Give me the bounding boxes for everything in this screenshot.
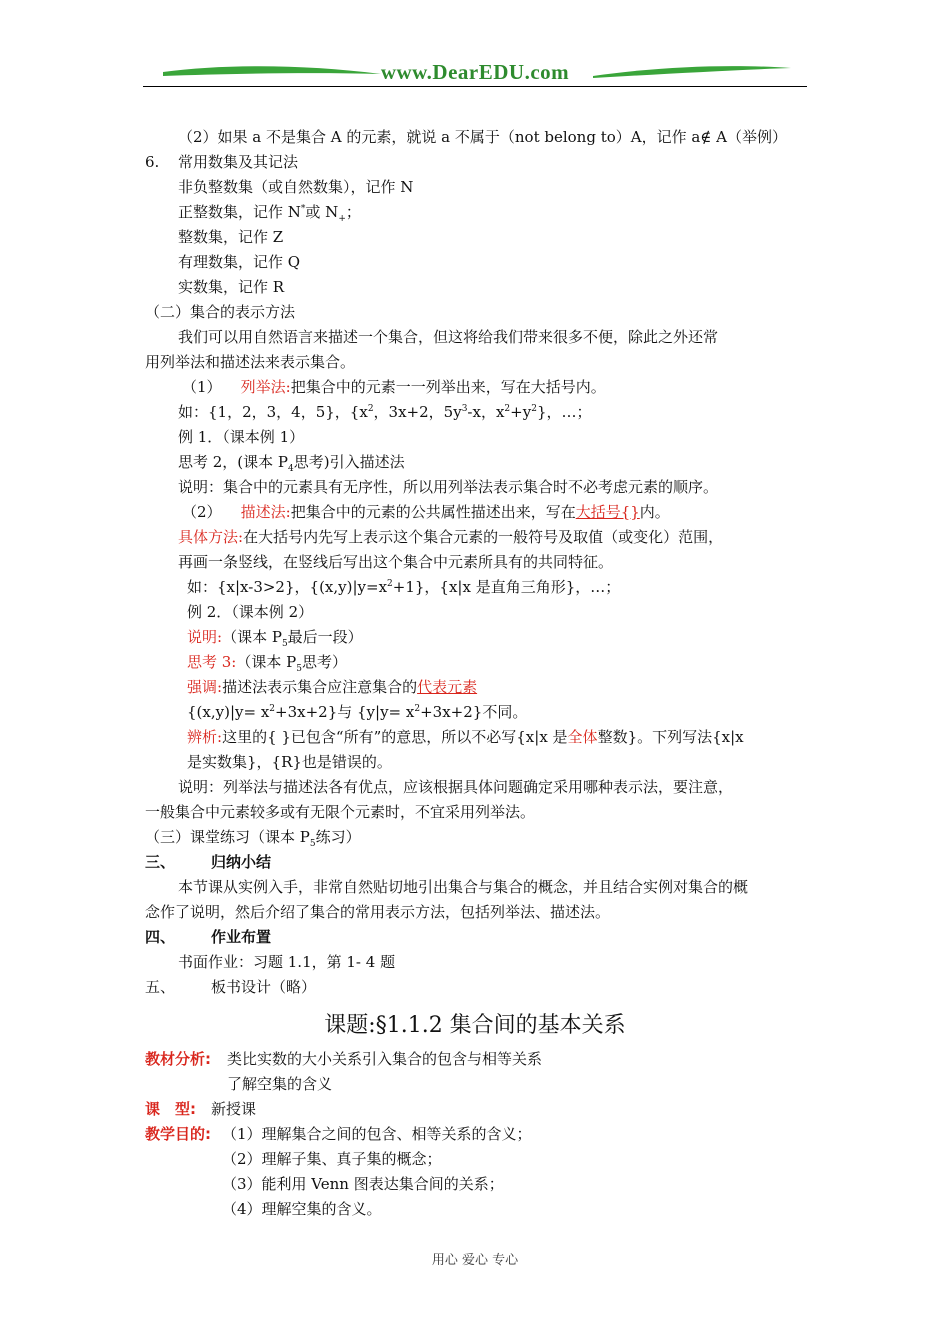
meta-text: 了解空集的含义 bbox=[227, 1075, 333, 1093]
meta-text: 类比实数的大小关系引入集合的包含与相等关系 bbox=[227, 1050, 543, 1068]
text-line: 说明：集合中的元素具有无序性，所以用列举法表示集合时不必考虑元素的顺序。 bbox=[178, 478, 719, 496]
text-line: 思考 2，(课本 $P_4$思考)引入描述法 bbox=[178, 453, 405, 474]
text-line: 说明：列举法与描述法各有优点，应该根据具体问题确定采用哪种表示法，要注意， bbox=[178, 778, 734, 796]
text-line: 例 1．（课本例 1） bbox=[178, 428, 305, 446]
section-heading: 作业布置 bbox=[211, 928, 272, 946]
section-number: 三、 bbox=[145, 853, 176, 871]
list-number: 6. bbox=[145, 153, 160, 171]
header-swoosh-right-icon bbox=[593, 58, 793, 88]
meta-text: 新授课 bbox=[211, 1100, 257, 1118]
text-line: 常用数集及其记法 bbox=[178, 153, 299, 171]
header-swoosh-left-icon bbox=[163, 58, 383, 88]
text-line: 整数集，记作 Z bbox=[178, 228, 284, 246]
section-heading: （三）课堂练习（课本 $P_5$练习） bbox=[145, 828, 361, 849]
goal-item: （4）理解空集的含义。 bbox=[222, 1200, 382, 1218]
text-line: （1） 列举法:把集合中的元素一一列举出来，写在大括号内。 bbox=[182, 378, 606, 396]
meta-label: 课 型: bbox=[145, 1100, 196, 1118]
text-line: 正整数集，记作 N*或 $N_+$； bbox=[178, 203, 361, 224]
meta-label: 教学目的: bbox=[145, 1125, 211, 1143]
text-line: 书面作业：习题 1.1，第 1- 4 题 bbox=[178, 953, 396, 971]
text-line: 思考 3:（课本 $P_5$思考） bbox=[187, 653, 347, 674]
section-heading: 归纳小结 bbox=[211, 853, 272, 871]
goal-item: （3）能利用 Venn 图表达集合间的关系； bbox=[222, 1175, 504, 1193]
header-rule bbox=[143, 86, 807, 87]
text-line: 强调:描述法表示集合应注意集合的代表元素 bbox=[187, 678, 478, 696]
section-number: 五、 bbox=[145, 978, 176, 996]
goal-item: （1）理解集合之间的包含、相等关系的含义； bbox=[222, 1125, 532, 1143]
text-line: 说明:（课本 $P_5$最后一段） bbox=[187, 628, 363, 649]
lesson-title: 课题:§1.1.2 集合间的基本关系 bbox=[324, 1013, 626, 1038]
text-line: 非负整数集（或自然数集），记作 N bbox=[178, 178, 414, 196]
text-line: 实数集，记作 R bbox=[178, 278, 285, 296]
text-line: （2） 描述法:把集合中的元素的公共属性描述出来，写在大括号{}内。 bbox=[182, 503, 670, 521]
section-number: 四、 bbox=[145, 928, 176, 946]
section-heading: 板书设计（略） bbox=[211, 978, 317, 996]
text-line: 如：{1，2，3，4，5}，{$x^2$，3x+2，$5y^3-x$，$x^2+y^2$}，…； bbox=[178, 403, 592, 421]
meta-label: 教材分析: bbox=[145, 1050, 211, 1068]
text-line: 例 2．（课本例 2） bbox=[187, 603, 314, 621]
text-line: 辨析:这里的{ }已包含“所有”的意思，所以不必写{x|x 是全体整数}。下列写法{x|x bbox=[187, 728, 744, 746]
section-heading: （二）集合的表示方法 bbox=[145, 303, 296, 321]
text-line: 是实数集}，{R}也是错误的。 bbox=[187, 753, 392, 771]
text-line: 具体方法:在大括号内先写上表示这个集合元素的一般符号及取值（或变化）范围， bbox=[178, 528, 724, 546]
text-line: 再画一条竖线，在竖线后写出这个集合中元素所具有的共同特征。 bbox=[178, 553, 614, 571]
text-line: 有理数集，记作 Q bbox=[178, 253, 301, 271]
text-line: $\{(x,y)|y= x^2+3x+2\}$与 $\{y|y= x^2+3x+2\}$不同。 bbox=[187, 703, 528, 721]
goal-item: （2）理解子集、真子集的概念； bbox=[222, 1150, 442, 1168]
text-line: 我们可以用自然语言来描述一个集合，但这将给我们带来很多不便，除此之外还常 bbox=[178, 328, 719, 346]
text-line: 如：{x|x-3>2}，$\{(x,y)|y=x^2+1\}$，{x|x 是直角三角形}，…； bbox=[187, 578, 621, 596]
text-line: （2）如果 a 不是集合 A 的元素，就说 a 不属于（not belong to）A，记作 a∉ A（举例） bbox=[178, 128, 788, 146]
page-header bbox=[143, 58, 807, 90]
text-line: 本节课从实例入手，非常自然贴切地引出集合与集合的概念，并且结合实例对集合的概 bbox=[178, 878, 749, 896]
text-line: 用列举法和描述法来表示集合。 bbox=[145, 353, 356, 371]
page-footer: 用心 爱心 专心 bbox=[431, 1253, 519, 1268]
text-line: 念作了说明，然后介绍了集合的常用表示方法，包括列举法、描述法。 bbox=[145, 903, 611, 921]
text-line: 一般集合中元素较多或有无限个元素时，不宜采用列举法。 bbox=[145, 803, 536, 821]
site-logo: www.DearEDU.com bbox=[380, 60, 570, 84]
